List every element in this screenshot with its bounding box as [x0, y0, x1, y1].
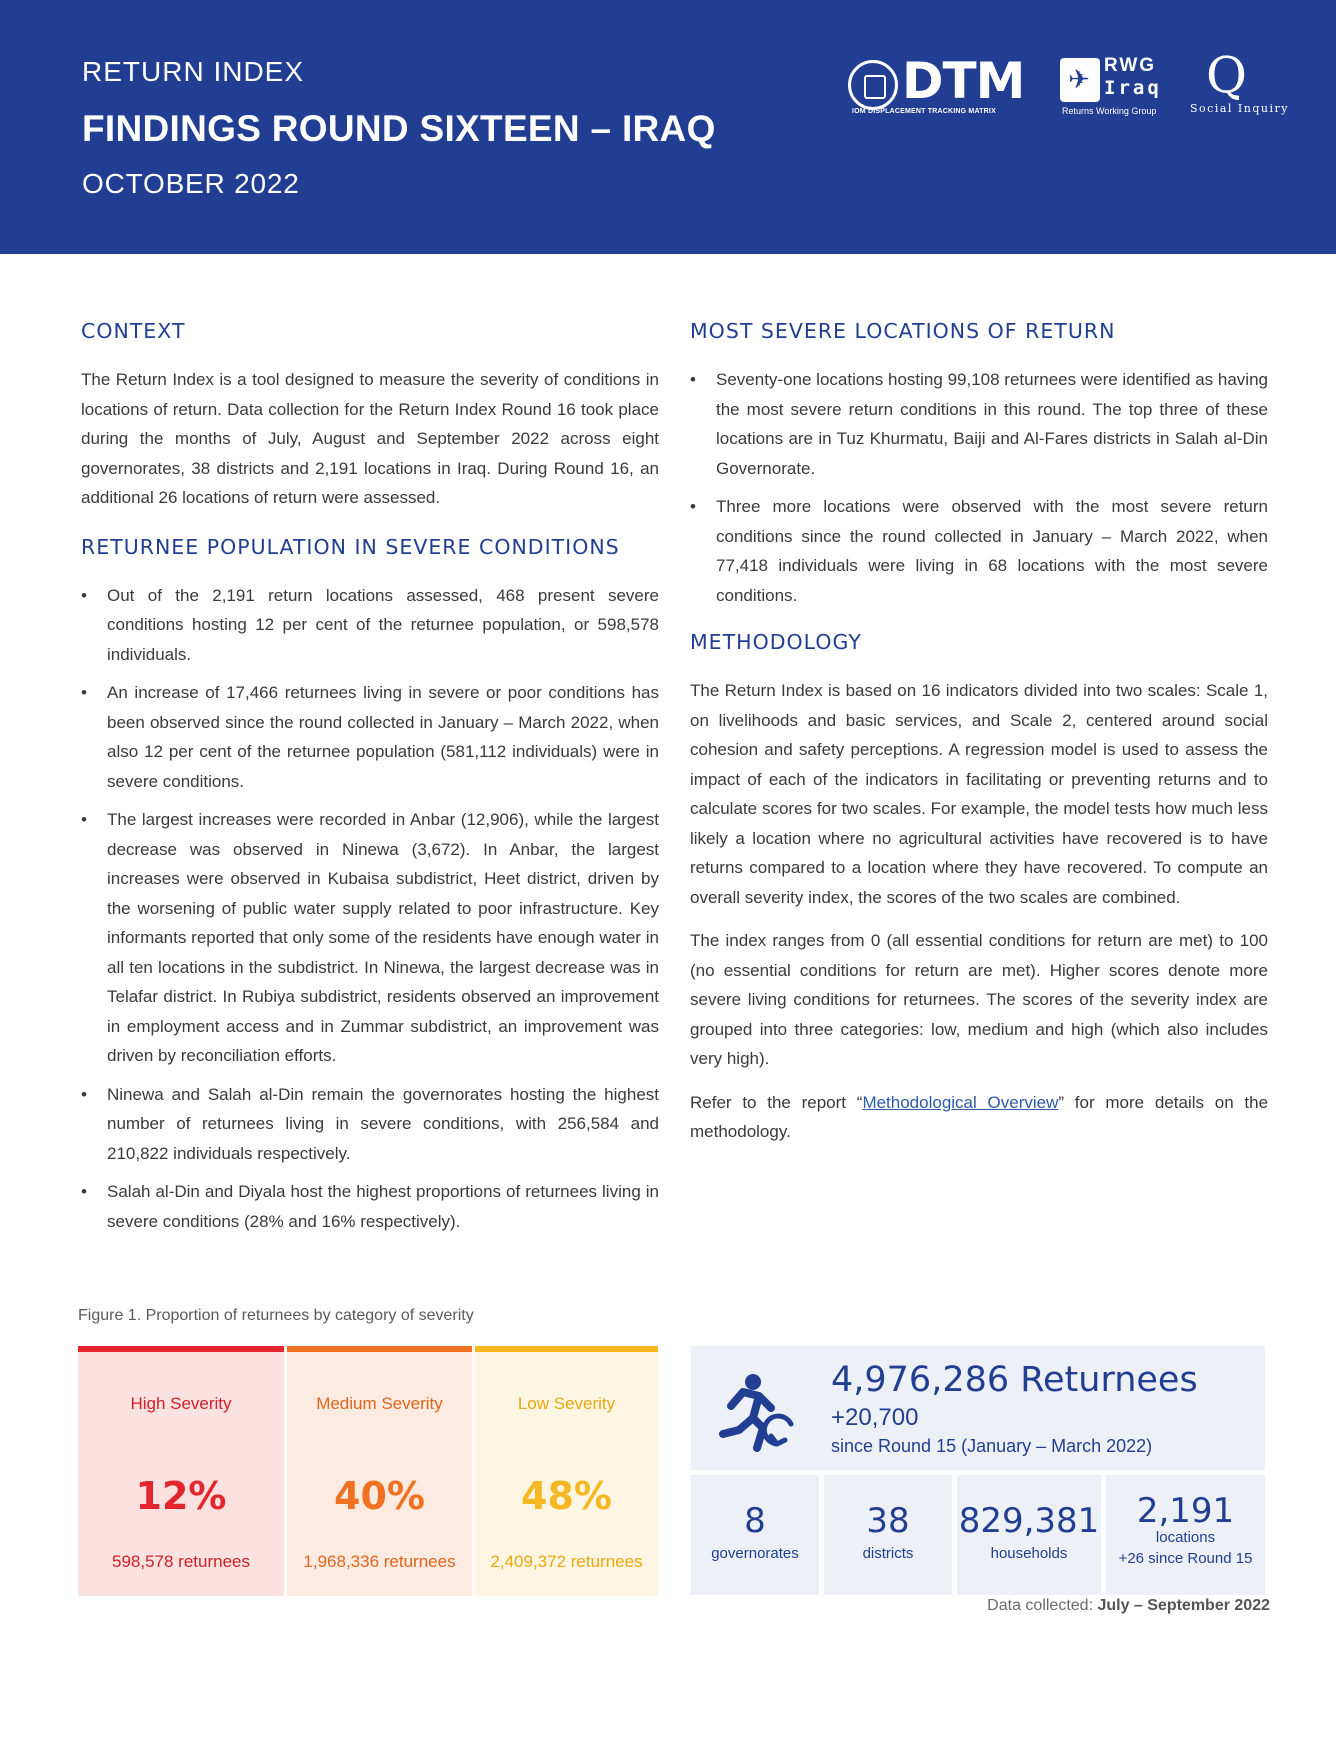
report-date: OCTOBER 2022 — [82, 168, 300, 199]
severity-label: Low Severity — [517, 1394, 616, 1413]
most-severe-heading: MOST SEVERE LOCATIONS OF RETURN — [690, 319, 1116, 343]
stat-label: locations — [1155, 1529, 1216, 1546]
methodology-paragraph-2: The index ranges from 0 (all essential conditions for return are met) to 100 (no essential conditions for return are met). Higher scores denote more severe living conditions for returnees. The scores of the severity index are grouped into three categories: low, medium and high (which also includes very high). — [690, 931, 1268, 1068]
severity-count: 598,578 returnees — [112, 1552, 250, 1571]
list-item: • An increase of 17,466 returnees living in severe or poor conditions has been observed since the round collected in January – March 2022, when also 12 per cent of the returnee population (581,112 individuals) were in severe conditions. — [81, 678, 659, 796]
report-kicker: RETURN INDEX — [82, 56, 305, 87]
left-column — [81, 319, 659, 1256]
list-item: • Salah al-Din and Diyala host the highest proportions of returnees living in severe conditions (28% and 16% respectively). — [81, 1177, 659, 1236]
methodology-paragraph-1: The Return Index is based on 16 indicators divided into two scales: Scale 1, on livelihoods and basic services, and Scale 2, centered around social cohesion and safety perceptions. A regression model is used to assess the impact of each of the indicators in facilitating or preventing returns and to calculate scores for two scales. For example, the model tests how much less likely a location where no agricultural activities have recovered is to have returns compared to a location where they have recovered. To compute an overall severity index, the scores of the two scales are combined. — [690, 681, 1268, 907]
low-severity-accent-bar — [475, 1346, 658, 1352]
data-collected-label: Data collected: — [987, 1597, 1098, 1614]
rwg-walking-person-icon: ✈ — [1060, 58, 1100, 102]
page-header — [0, 0, 1336, 254]
context-paragraph: The Return Index is a tool designed to measure the severity of conditions in locations of return. Data collection for the Return Index Round 16 took place during the months of July, August and September 2022 across eight governorates, 38 districts and 2,191 locations in Iraq. During Round 16, an additional 26 locations of return were assessed. — [81, 370, 659, 507]
total-returnees: 4,976,286 Returnees — [831, 1360, 1198, 1400]
severity-percent: 48% — [521, 1474, 612, 1518]
figure-caption: Figure 1. Proportion of returnees by category of severity — [78, 1307, 474, 1324]
list-item: • Three more locations were observed with the most severe return conditions since the round collected in January – March 2022, when 77,418 individuals were living in 68 locations with the most severe conditions. — [690, 492, 1268, 610]
stat-label: governorates — [711, 1545, 799, 1562]
iom-emblem-icon — [848, 60, 898, 110]
severity-label: High Severity — [130, 1394, 232, 1413]
severity-count: 1,968,336 returnees — [303, 1552, 456, 1571]
returnee-population-heading: RETURNEE POPULATION IN SEVERE CONDITIONS — [81, 534, 620, 559]
list-item: • Seventy-one locations hosting 99,108 returnees were identified as having the most severe return conditions in this round. The top three of these locations are in Tuz Khurmatu, Baiji and Al-Fares districts in Salah al-Din Governorate. — [690, 365, 1268, 483]
dtm-logo-word: DTM — [902, 52, 1025, 110]
list-item: • Ninewa and Salah al-Din remain the governorates hosting the highest number of returnees living in severe conditions, with 256,584 and 210,822 individuals respectively. — [81, 1080, 659, 1169]
stat-value: 8 — [744, 1501, 766, 1541]
social-inquiry-logo — [1188, 46, 1289, 122]
stat-value: 2,191 — [1136, 1491, 1235, 1531]
list-item: • The largest increases were recorded in Anbar (12,906), while the largest decrease was observed in Ninewa (3,672). In Anbar, the largest increases were observed in Kubaisa subdistrict, Heet district, driven by the worsening of public water supply related to poor infrastructure. Key informants reported that only some of the residents have enough water in all ten locations in the subdistrict. In Ninewa, the largest decrease was in Telafar district. In Rubiya subdistrict, residents observed an improvement in employment access and in Zummar subdistrict, an improvement was driven by reconciliation efforts. — [81, 805, 659, 1071]
rwg-iraq-logo — [1060, 56, 1170, 122]
data-collected-note — [880, 1597, 1270, 1615]
returnee-population-list — [81, 581, 659, 1237]
returnees-summary-card — [691, 1346, 1265, 1470]
stat-value: 829,381 — [958, 1501, 1100, 1541]
methodology-ref-suffix: ” for more details on the methodology. — [690, 1092, 1269, 1141]
returnees-change: +20,700 — [831, 1404, 919, 1431]
locations-stat — [1106, 1475, 1265, 1595]
low-severity-card — [475, 1346, 658, 1596]
severity-label: Medium Severity — [316, 1394, 443, 1413]
report-title: FINDINGS ROUND SIXTEEN – IRAQ — [82, 108, 716, 149]
districts-stat — [824, 1475, 952, 1595]
methodology-heading: METHODOLOGY — [690, 630, 862, 654]
rwg-logo-line1: RWG — [1104, 55, 1157, 76]
right-column — [690, 319, 1268, 1161]
dtm-logo-subtitle: IOM DISPLACEMENT TRACKING MATRIX — [852, 108, 996, 115]
severity-count: 2,409,372 returnees — [490, 1552, 643, 1571]
rwg-logo-line2: Iraq — [1104, 77, 1162, 99]
methodology-paragraph-3 — [690, 1088, 1268, 1147]
stat-value: 38 — [866, 1501, 910, 1541]
severity-percent: 12% — [135, 1474, 227, 1518]
methodology-ref-prefix: Refer to the report “ — [690, 1092, 863, 1112]
dtm-logo — [848, 52, 1025, 120]
context-heading: CONTEXT — [81, 319, 186, 343]
stat-label: districts — [862, 1545, 914, 1562]
medium-severity-card — [287, 1346, 472, 1596]
high-severity-card — [78, 1346, 284, 1596]
high-severity-accent-bar — [78, 1346, 284, 1352]
data-collected-period: July – September 2022 — [1097, 1597, 1270, 1614]
social-inquiry-q-icon: Q — [1206, 46, 1247, 104]
returnees-change-period: since Round 15 (January – March 2022) — [831, 1436, 1153, 1456]
stat-sublabel: +26 since Round 15 — [1118, 1550, 1253, 1567]
most-severe-list — [690, 365, 1268, 610]
medium-severity-accent-bar — [287, 1346, 472, 1352]
returnee-running-icon — [713, 1372, 795, 1452]
list-item: • Out of the 2,191 return locations assessed, 468 present severe conditions hosting 12 per cent of the returnee population, or 598,578 individuals. — [81, 581, 659, 670]
social-inquiry-subtitle: Social Inquiry — [1190, 102, 1289, 115]
stat-label: households — [990, 1545, 1068, 1562]
governorates-stat — [691, 1475, 819, 1595]
households-stat — [957, 1475, 1101, 1595]
severity-percent: 40% — [334, 1474, 425, 1518]
rwg-logo-subtitle: Returns Working Group — [1062, 106, 1157, 116]
methodological-overview-link[interactable]: Methodological Overview — [862, 1092, 1059, 1112]
